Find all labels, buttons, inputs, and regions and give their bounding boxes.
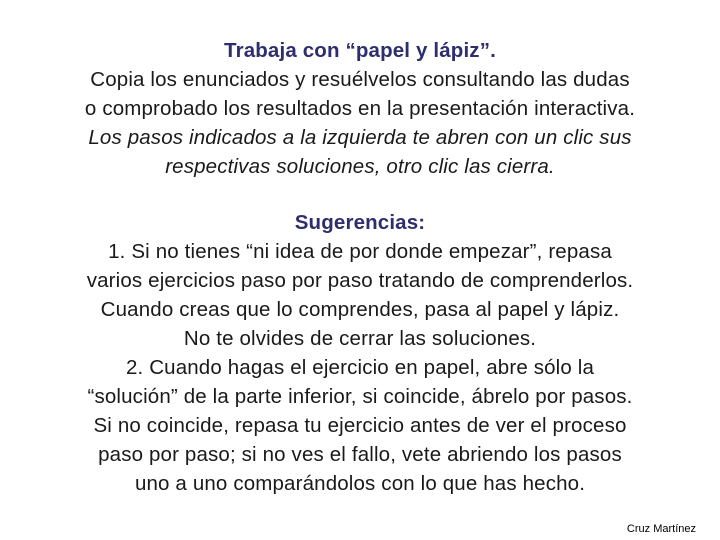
intro-italic-line: respectivas soluciones, otro clic las cierra. [165,155,555,178]
tips-line: 2. Cuando hagas el ejercicio en papel, abre sólo la [125,356,595,379]
tips-line: 1. Si no tienes “ni idea de por donde empezar”, repasa [108,240,612,263]
tips-line: varios ejercicios paso por paso tratando de comprenderlos. [86,269,634,292]
tips-line: uno a uno comparándolos con lo que has hecho. [134,472,586,495]
intro-italic-line: Los pasos indicados a la izquierda te abren con un clic sus [88,126,632,149]
tips-block [20,208,700,498]
intro-line: Copia los enunciados y resuélvelos consultando las dudas [90,68,630,91]
author-credit: Cruz Martínez [626,523,696,535]
intro-block [20,36,700,181]
tips-line: “solución” de la parte inferior, si coincide, ábrelo por pasos. [87,385,633,408]
tips-title: Sugerencias: [294,211,426,234]
intro-line: o comprobado los resultados en la presentación interactiva. [84,97,636,120]
tips-line: Si no coincide, repasa tu ejercicio antes de ver el proceso [93,414,627,437]
tips-line: Cuando creas que lo comprendes, pasa al papel y lápiz. [100,298,620,321]
tips-line: No te olvides de cerrar las soluciones. [183,327,537,350]
tips-line: paso por paso; si no ves el fallo, vete abriendo los pasos [98,443,622,466]
intro-title: Trabaja con “papel y lápiz”. [224,39,496,62]
